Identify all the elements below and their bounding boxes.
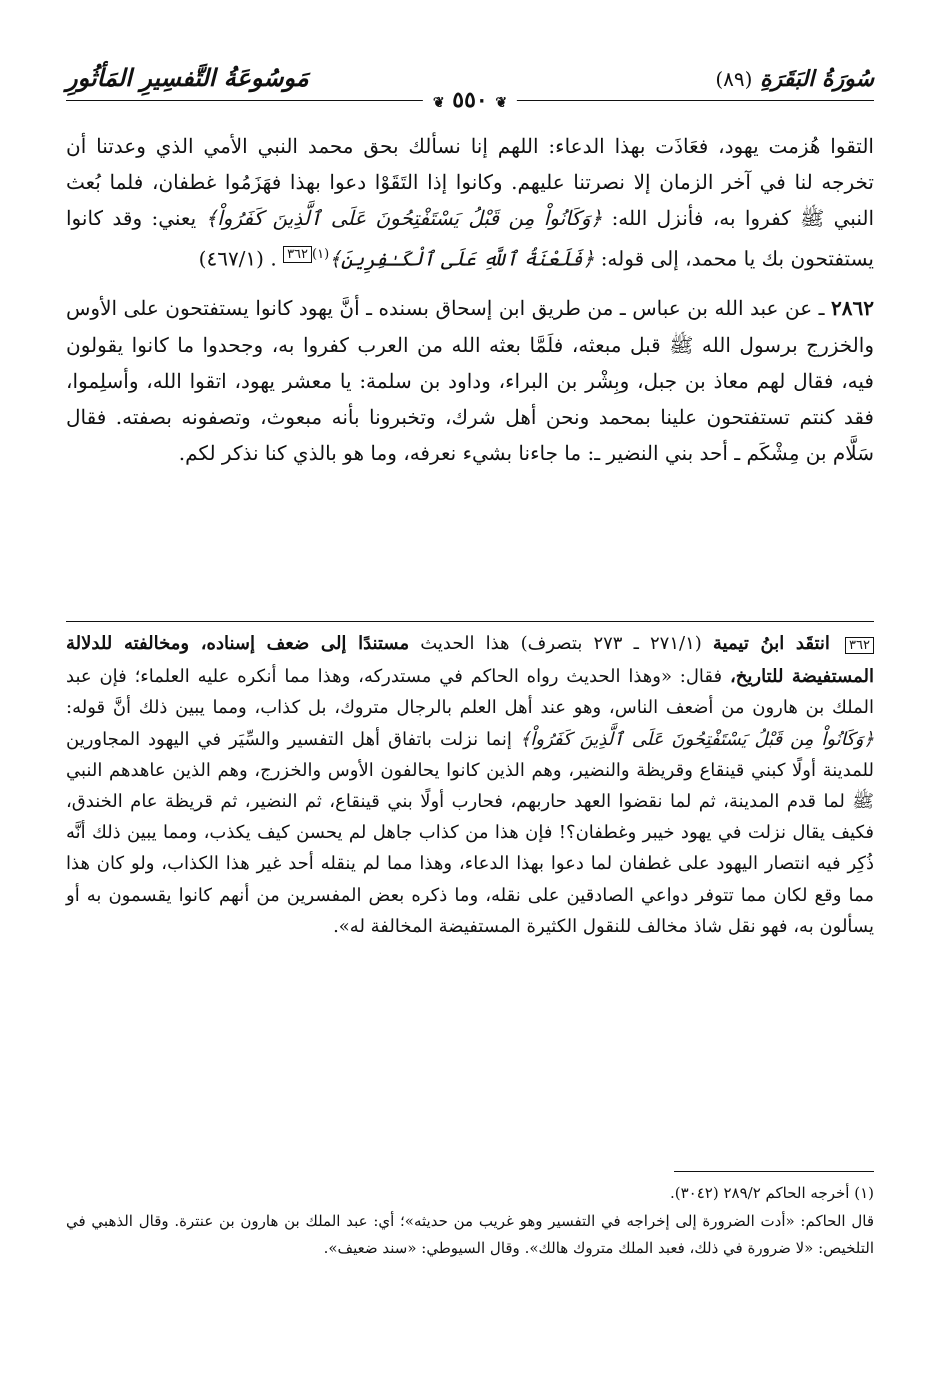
commentary-number-box: ٣٦٢ [845, 637, 874, 654]
commentary-text-2: فقال: «وهذا الحديث رواه الحاكم في مستدركه، وهذا مما أنكره عليه العلماء؛ فإن عبد الملك بن هارون من أضعف الناس، وهو عند أهل العلم بالرجال متروك، بل كذاب، ومما يبين ذلك أنَّ قوله: [66, 666, 874, 719]
p1-end: . (٤٦٧/١) [198, 246, 277, 271]
footnotes [66, 1180, 874, 1263]
commentary-ref-box[interactable]: ٣٦٢ [283, 246, 312, 263]
quran-quote-1: ﴿وَكَانُواْ مِن قَبْلُ يَسْتَفْتِحُونَ عَلَى ٱلَّذِينَ كَفَرُواْ﴾ [205, 206, 603, 231]
p2-text: ـ عن عبد الله بن عباس ـ من طريق ابن إسحاق بسنده ـ أنَّ يهود كانوا يستفتحون على الأوس والخزرج برسول الله ﷺ قبل مبعثه، فلَمَّا بعثه الله من العرب كفروا به، وجحدوا ما كانوا يقولون فيه، فقال لهم معاذ بن جبل، وبِشْر بن البراء، وداود بن سلمة: يا معشر يهود، اتقوا الله، وأسلِموا، فقد كنتم تستفتحون علينا بمحمد ونحن أهل شرك، وتخبرونا بأنه مبعوث، وتصفونه بصفته. فقال سَلَّام بن مِشْكَم ـ أحد بني النضير ـ: ما جاءنا بشيء نعرفه، وما هو بالذي كنا نذكر لكم. [66, 296, 874, 466]
quran-quote-2: ﴿فَلَعْنَةُ ٱللَّهِ عَلَى ٱلْكَـٰفِرِينَ﴾ [329, 246, 595, 271]
footnote-2: قال الحاكم: «أدت الضرورة إلى إخراجه في التفسير وهو غريب من حديثه»؛ أي: عبد الملك بن هارون بن عنترة. وقال الذهبي في التلخيص: «لا ضرورة في ذلك، فعبد الملك متروك هالك». وقال السيوطي: «سند ضعيف». [66, 1211, 874, 1257]
page-number-block [423, 87, 517, 113]
main-text [66, 128, 874, 471]
verse-ref: (٨٩) [715, 67, 753, 91]
commentary-bold-1: انتقَد ابنُ تيمية [712, 633, 830, 654]
running-header [66, 52, 874, 92]
commentary-bold-2: مستندًا إلى ضعف إسناده، ومخالفته للدلالة المستفيضة للتاريخ، [66, 633, 875, 688]
p1-text: التقوا هُزمت يهود، فعَاذَت بهذا الدعاء: اللهم إنا نسألك بحق محمد النبي الأمي الذي وعدتنا أن تخرجه لنا في آخر الزمان إلا نصرتنا عليهم. وكانوا إذا التَقَوْا دعوا بهذا فهَزَمُوا غطفان، فلما بُعث النبي ﷺ كفروا به، فأنزل الله: [66, 134, 875, 231]
paragraph-2 [66, 290, 874, 471]
ornament-right: ❦ [495, 95, 508, 111]
commentary-text-3: إنما نزلت باتفاق أهل التفسير والسِّيَر في اليهود المجاورين للمدينة أولًا كبني قينقاع وقريظة والنضير، وهم الذين كانوا يحالفون الأوس والخزرج، وهم الذين عاهدهم النبي ﷺ لما قدم المدينة، ثم لما نقضوا العهد حاربهم، فحارب أولًا بني قينقاع، ثم النضير، ثم قريظة عام الخندق، فكيف يقال نزلت في يهود خيبر وغطفان؟! فإن هذا من كذاب جاهل لم يحسن كيف يكذب، ومما يبين ذلك أنَّه ذُكِر فيه انتصار اليهود على غطفان لما دعوا بهذا الدعاء، وهذا مما لم ينقله أحد غير هذا الكذاب، ولو كان هذا مما وقع لكان مما تتوفر دواعي الصادقين على نقله، وما ذكره بعض المفسرين من أنهم كانوا يقسمون به أو يسألون به، فهو نقل شاذ مخالف للنقول الكثيرة المستفيضة المخالفة له». [66, 728, 875, 937]
hadith-number: ٢٨٦٢ [831, 296, 874, 321]
ornament-left: ❦ [432, 95, 445, 111]
footnote-ref-1[interactable]: (١) [312, 246, 330, 262]
footnote-1: (١) أخرجه الحاكم ٢٨٩/٢ (٣٠٤٢). [670, 1184, 874, 1202]
commentary-separator [66, 621, 874, 622]
commentary-quran-quote: ﴿وَكَانُواْ مِن قَبْلُ يَسْتَفْتِحُونَ عَلَى ٱلَّذِينَ كَفَرُواْ﴾ [519, 728, 874, 750]
book-title: مَوسُوعَةُ التَّفسِيرِ المَأثُورِ [66, 63, 309, 92]
footnote-separator [674, 1171, 874, 1172]
paragraph-1 [66, 128, 874, 276]
header-rule [66, 87, 874, 113]
page-number: ٥٥٠ [452, 87, 488, 113]
p1-mid: يعني: وقد كانوا يستفتحون بك يا محمد، إلى قوله: [66, 206, 874, 271]
surah-title [715, 66, 874, 92]
commentary-text-1: (٢٧١/١ ـ ٢٧٣ بتصرف) هذا الحديث [420, 633, 702, 654]
commentary-section [66, 628, 874, 942]
commentary-paragraph [66, 628, 874, 942]
surah-name: سُورَةُ البَقَرَةِ [760, 66, 874, 92]
